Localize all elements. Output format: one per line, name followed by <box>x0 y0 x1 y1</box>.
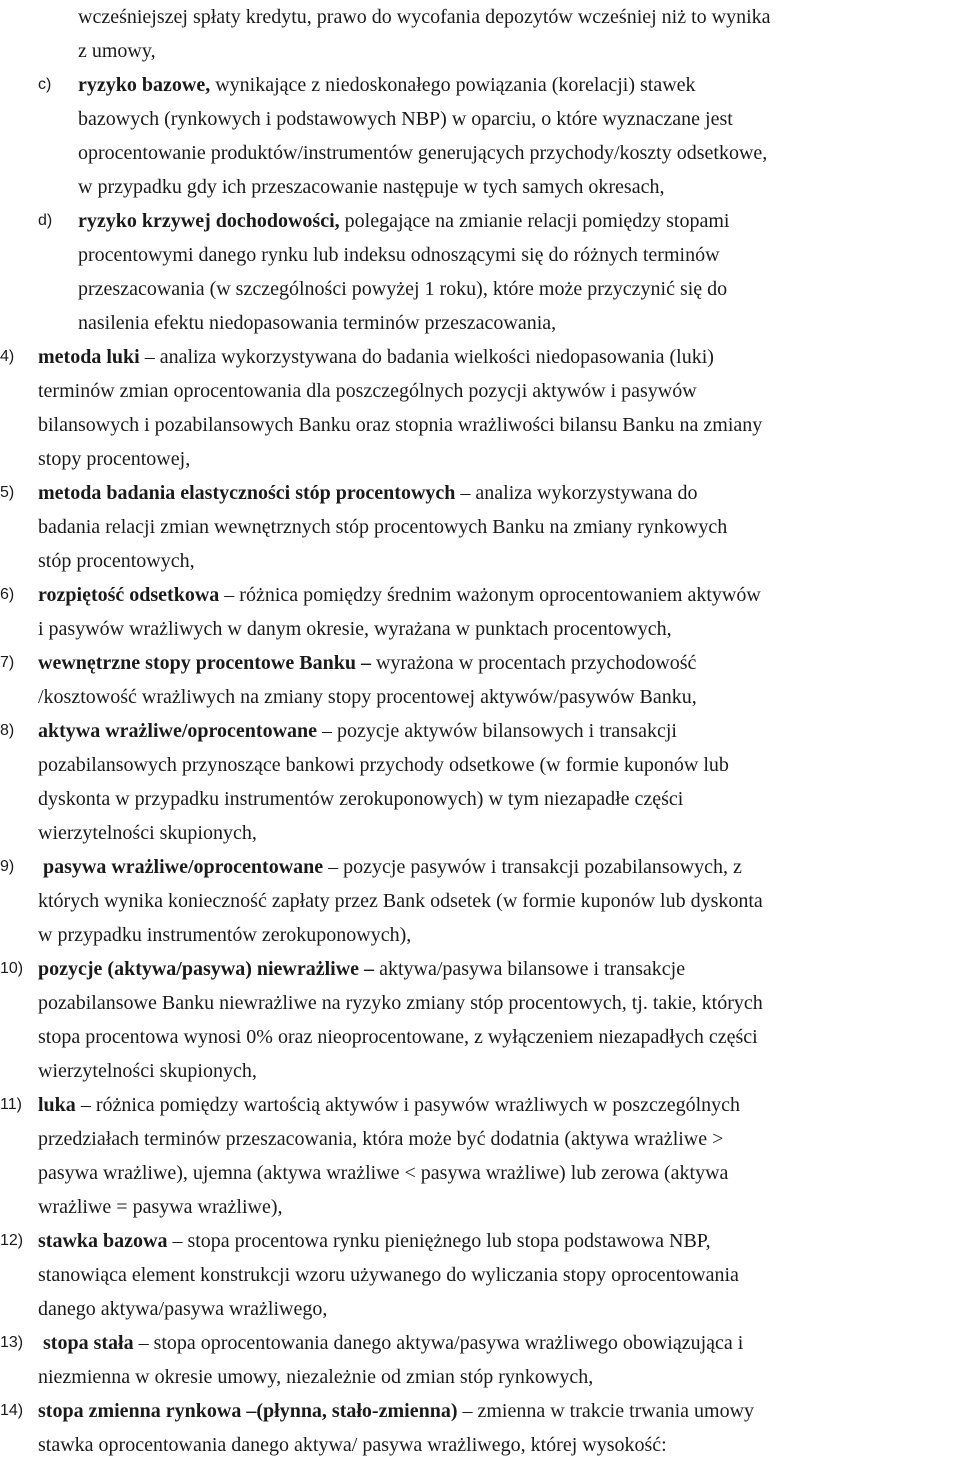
text-line <box>78 204 960 238</box>
text-line <box>38 1224 960 1258</box>
text-line <box>78 68 960 102</box>
definition-text: – stopa oprocentowania danego aktywa/pasywa wrażliwego obowiązująca i <box>133 1332 744 1354</box>
term: stopa zmienna rynkowa –(płynna, stało-zmienna) <box>38 1400 458 1422</box>
definition-text: – różnica pomiędzy średnim ważonym oprocentowaniem aktywów <box>219 584 761 606</box>
text-line <box>38 1326 960 1360</box>
text-line: wcześniejszej spłaty kredytu, prawo do wycofania depozytów wcześniej niż to wynika <box>78 6 771 28</box>
text-line: nasilenia efektu niedopasowania terminów przeszacowania, <box>78 312 557 334</box>
list-marker: 7) <box>0 654 15 671</box>
list-marker: 12) <box>0 1232 24 1249</box>
text-line: stawka oprocentowania danego aktywa/ pasywa wrażliwego, której wysokość: <box>38 1434 667 1456</box>
text-line: z umowy, <box>78 40 156 62</box>
term: rozpiętość odsetkowa <box>38 584 220 606</box>
text-line: terminów zmian oprocentowania dla poszczególnych pozycji aktywów i pasywów <box>38 380 697 402</box>
text-line <box>38 1088 960 1122</box>
sub-item-c <box>0 68 960 204</box>
text-line: badania relacji zmian wewnętrznych stóp procentowych Banku na zmiany rynkowych <box>38 516 728 538</box>
definition-text: aktywa/pasywa bilansowe i transakcje <box>374 958 686 980</box>
text-line <box>38 646 960 680</box>
text-line: niezmienna w okresie umowy, niezależnie od zmian stóp rynkowych, <box>38 1366 594 1388</box>
text-line: stanowiąca element konstrukcji wzoru używanego do wyliczania stopy oprocentowania <box>38 1264 739 1286</box>
definition-text: polegające na zmianie relacji pomiędzy stopami <box>339 210 730 232</box>
definition-item-6 <box>0 578 960 646</box>
definition-item-12 <box>0 1224 960 1326</box>
term: wewnętrzne stopy procentowe Banku – <box>38 652 371 674</box>
text-line: i pasywów wrażliwych w danym okresie, wyrażana w punktach procentowych, <box>38 618 672 640</box>
text-line: bazowych (rynkowych i podstawowych NBP) w oparciu, o które wyznaczane jest <box>78 108 733 130</box>
term: metoda badania elastyczności stóp procentowych <box>38 482 456 504</box>
text-line: pasywa wrażliwe), ujemna (aktywa wrażliwe < pasywa wrażliwe) lub zerowa (aktywa <box>38 1162 729 1184</box>
text-line: bilansowych i pozabilansowych Banku oraz stopnia wrażliwości bilansu Banku na zmiany <box>38 414 763 436</box>
definition-text: – analiza wykorzystywana do <box>455 482 698 504</box>
text-line <box>38 340 960 374</box>
text-line: stóp procentowych, <box>38 550 195 572</box>
definition-item-11 <box>0 1088 960 1224</box>
list-marker: 4) <box>0 348 15 365</box>
definition-text: – pozycje pasywów i transakcji pozabilansowych, z <box>323 856 742 878</box>
term: aktywa wrażliwe/oprocentowane <box>38 720 318 742</box>
term: stopa stała <box>38 1332 134 1354</box>
text-line: wrażliwe = pasywa wrażliwe), <box>38 1196 283 1218</box>
text-line: wierzytelności skupionych, <box>38 822 257 844</box>
term: ryzyko bazowe, <box>78 74 211 96</box>
definition-item-8 <box>0 714 960 850</box>
definition-item-9 <box>0 850 960 952</box>
lead-paragraph <box>0 0 960 68</box>
text-line: procentowymi danego rynku lub indeksu odnoszącymi się do różnych terminów <box>78 244 720 266</box>
text-line: oprocentowanie produktów/instrumentów generujących przychody/koszty odsetkowe, <box>78 142 768 164</box>
term: luka <box>38 1094 76 1116</box>
text-line: stopy procentowej, <box>38 448 191 470</box>
definition-text: – analiza wykorzystywana do badania wielkości niedopasowania (luki) <box>139 346 714 368</box>
text-line <box>38 850 960 884</box>
text-line: stopa procentowa wynosi 0% oraz nieoprocentowane, z wyłączeniem niezapadłych części <box>38 1026 758 1048</box>
definition-item-7 <box>0 646 960 714</box>
text-line: danego aktywa/pasywa wrażliwego, <box>38 1298 328 1320</box>
definition-text: – różnica pomiędzy wartością aktywów i pasywów wrażliwych w poszczególnych <box>75 1094 741 1116</box>
definition-text: – zmienna w trakcie trwania umowy <box>457 1400 755 1422</box>
text-line: dyskonta w przypadku instrumentów zerokuponowych) w tym niezapadłe części <box>38 788 684 810</box>
text-line <box>38 578 960 612</box>
list-marker: 6) <box>0 586 15 603</box>
text-line: przedziałach terminów przeszacowania, która może być dodatnia (aktywa wrażliwe > <box>38 1128 724 1150</box>
list-marker: 5) <box>0 484 15 501</box>
list-marker: 8) <box>0 722 15 739</box>
definition-item-14 <box>0 1394 960 1462</box>
definition-item-13 <box>0 1326 960 1394</box>
text-line <box>38 952 960 986</box>
text-line: pozabilansowe Banku niewrażliwe na ryzyko zmiany stóp procentowych, tj. takie, których <box>38 992 763 1014</box>
text-line: wierzytelności skupionych, <box>38 1060 257 1082</box>
text-line: w przypadku instrumentów zerokuponowych), <box>38 924 412 946</box>
term: pasywa wrażliwe/oprocentowane <box>38 856 324 878</box>
definition-item-5 <box>0 476 960 578</box>
definition-item-4 <box>0 340 960 476</box>
term: metoda luki <box>38 346 140 368</box>
definition-text: wyrażona w procentach przychodowość <box>370 652 697 674</box>
list-marker: 13) <box>0 1334 24 1351</box>
list-marker: c) <box>38 76 52 93</box>
list-marker: 11) <box>0 1096 22 1113</box>
text-line: w przypadku gdy ich przeszacowanie następuje w tych samych okresach, <box>78 176 665 198</box>
text-line <box>38 1394 960 1428</box>
definition-item-10 <box>0 952 960 1088</box>
definition-text: – stopa procentowa rynku pieniężnego lub stopa podstawowa NBP, <box>167 1230 711 1252</box>
text-line: pozabilansowych przynoszące bankowi przychody odsetkowe (w formie kuponów lub <box>38 754 729 776</box>
term: pozycje (aktywa/pasywa) niewrażliwe – <box>38 958 375 980</box>
list-marker: 9) <box>0 858 15 875</box>
term: stawka bazowa <box>38 1230 168 1252</box>
text-line <box>38 476 960 510</box>
sub-item-d <box>0 204 960 340</box>
text-line: których wynika konieczność zapłaty przez Bank odsetek (w formie kuponów lub dyskonta <box>38 890 763 912</box>
term: ryzyko krzywej dochodowości, <box>78 210 340 232</box>
list-marker: 10) <box>0 960 24 977</box>
definition-text: – pozycje aktywów bilansowych i transakcji <box>317 720 677 742</box>
text-line <box>38 714 960 748</box>
text-line: /kosztowość wrażliwych na zmiany stopy procentowej aktywów/pasywów Banku, <box>38 686 697 708</box>
text-line: przeszacowania (w szczególności powyżej 1 roku), które może przyczynić się do <box>78 278 728 300</box>
list-marker: d) <box>38 212 53 229</box>
list-marker: 14) <box>0 1402 24 1419</box>
definition-text: wynikające z niedoskonałego powiązania (korelacji) stawek <box>210 74 696 96</box>
